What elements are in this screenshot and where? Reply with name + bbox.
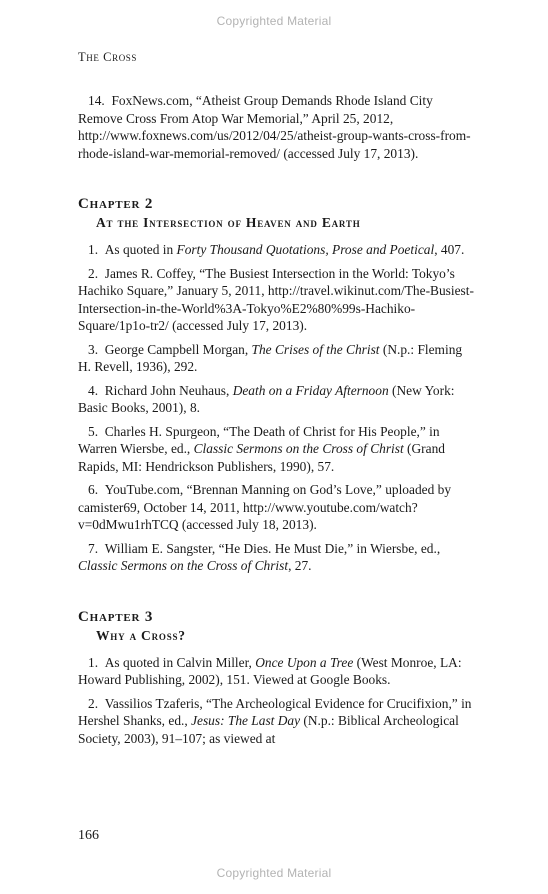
notes-page — [78, 92, 474, 753]
endnote — [78, 423, 474, 476]
endnote-text: (N.p.: Fleming H. Revell, 1936), 292. — [78, 341, 463, 374]
endnote-text: As quoted in — [104, 242, 177, 257]
endnote-text: (West Monroe, LA: Howard Publishing, 2002), 151. Viewed at Google Books. — [78, 654, 462, 687]
endnote — [78, 654, 474, 689]
endnote-text: (New York: Basic Books, 2001), 8. — [78, 382, 455, 415]
endnote-title-italic: Jesus: The Last Day — [191, 713, 301, 728]
endnote-text: (N.p.: Biblical Archeological Society, 2003), 91–107; as viewed at — [78, 713, 459, 746]
endnote-number: 3. — [88, 341, 99, 357]
running-head: The Cross — [78, 50, 138, 64]
endnote — [78, 241, 474, 259]
endnote-text: George Campbell Morgan, — [104, 341, 252, 357]
endnote — [78, 382, 474, 417]
endnote-text: Vassilios Tzaferis, “The Archeological Evidence for Crucifixion,” in Hershel Shanks, ed., — [78, 695, 472, 728]
endnote — [78, 695, 474, 748]
endnote-text: Charles H. Spurgeon, “The Death of Christ for His People,” in Warren Wiersbe, ed., — [78, 423, 440, 456]
endnote-text: , 407. — [434, 242, 465, 257]
endnote-number: 6. — [88, 482, 99, 497]
endnote-text: As quoted in Calvin Miller, — [104, 654, 256, 670]
endnote-text: Richard John Neuhaus, — [104, 382, 233, 398]
endnote — [78, 540, 474, 575]
chapter-label: Chapter 3 — [78, 608, 154, 625]
chapter-title: Why a Cross? — [96, 627, 186, 643]
endnote-number: 1. — [88, 242, 99, 257]
endnote-text: James R. Coffey, “The Busiest Intersection in the World: Tokyo’s Hachiko Square,” January 5, 2011, http://travel.wikinut.com/The-Busiest-Intersection-in-the-World%3A-Tokyo%E2%80%99s-Hachiko-Square/1p1o-tr2/ (accessed July 17, 2013). — [78, 265, 474, 333]
endnote-title-italic: Classic Sermons on the Cross of Christ — [78, 558, 289, 573]
chapter-label: Chapter 2 — [78, 196, 154, 212]
endnote-number: 14. — [88, 93, 105, 108]
endnote-title-italic: Forty Thousand Quotations, Prose and Poetical — [176, 242, 435, 257]
endnote-text: , 27. — [288, 558, 312, 573]
endnote-text: (Grand Rapids, MI: Hendrickson Publishers, 1990), 57. — [78, 441, 445, 474]
chapter-title: At the Intersection of Heaven and Earth — [96, 215, 361, 230]
endnote-text: William E. Sangster, “He Dies. He Must Die,” in Wiersbe, ed., — [104, 540, 441, 556]
endnote-title-italic: Once Upon a Tree — [255, 654, 354, 670]
endnote-number: 1. — [88, 654, 99, 670]
endnote-number: 2. — [88, 695, 99, 711]
page-number: 166 — [78, 828, 99, 843]
endnote-title-italic: Death on a Friday Afternoon — [232, 382, 389, 398]
chapter-section — [78, 196, 474, 575]
watermark-top: Copyrighted Material — [216, 14, 332, 28]
endnote — [78, 92, 474, 162]
endnote-text: YouTube.com, “Brennan Manning on God’s Love,” uploaded by camister69, October 14, 2011, http://www.youtube.com/watch?v=0dMwu1rhTCQ (accessed July 18, 2013). — [78, 482, 452, 532]
endnote-title-italic: Classic Sermons on the Cross of Christ — [193, 441, 404, 456]
endnote-title-italic: The Crises of the Christ — [251, 341, 380, 357]
endnote — [78, 481, 474, 534]
chapters — [78, 196, 474, 747]
endnote — [78, 265, 474, 335]
chapter-section — [78, 609, 474, 748]
endnote-text: FoxNews.com, “Atheist Group Demands Rhode Island City Remove Cross From Atop War Memorial,” April 25, 2012, http://www.foxnews.com/us/2012/04/25/atheist-group-wants-cross-from-rhode-island-war-memorial-removed/ (accessed July 17, 2013). — [78, 93, 471, 161]
endnote-number: 2. — [88, 265, 99, 281]
endnote-number: 7. — [88, 540, 99, 556]
endnote-number: 4. — [88, 382, 99, 398]
intro-notes — [78, 92, 474, 162]
endnote-number: 5. — [88, 423, 99, 439]
watermark-bottom: Copyrighted Material — [216, 866, 332, 880]
endnote — [78, 341, 474, 376]
